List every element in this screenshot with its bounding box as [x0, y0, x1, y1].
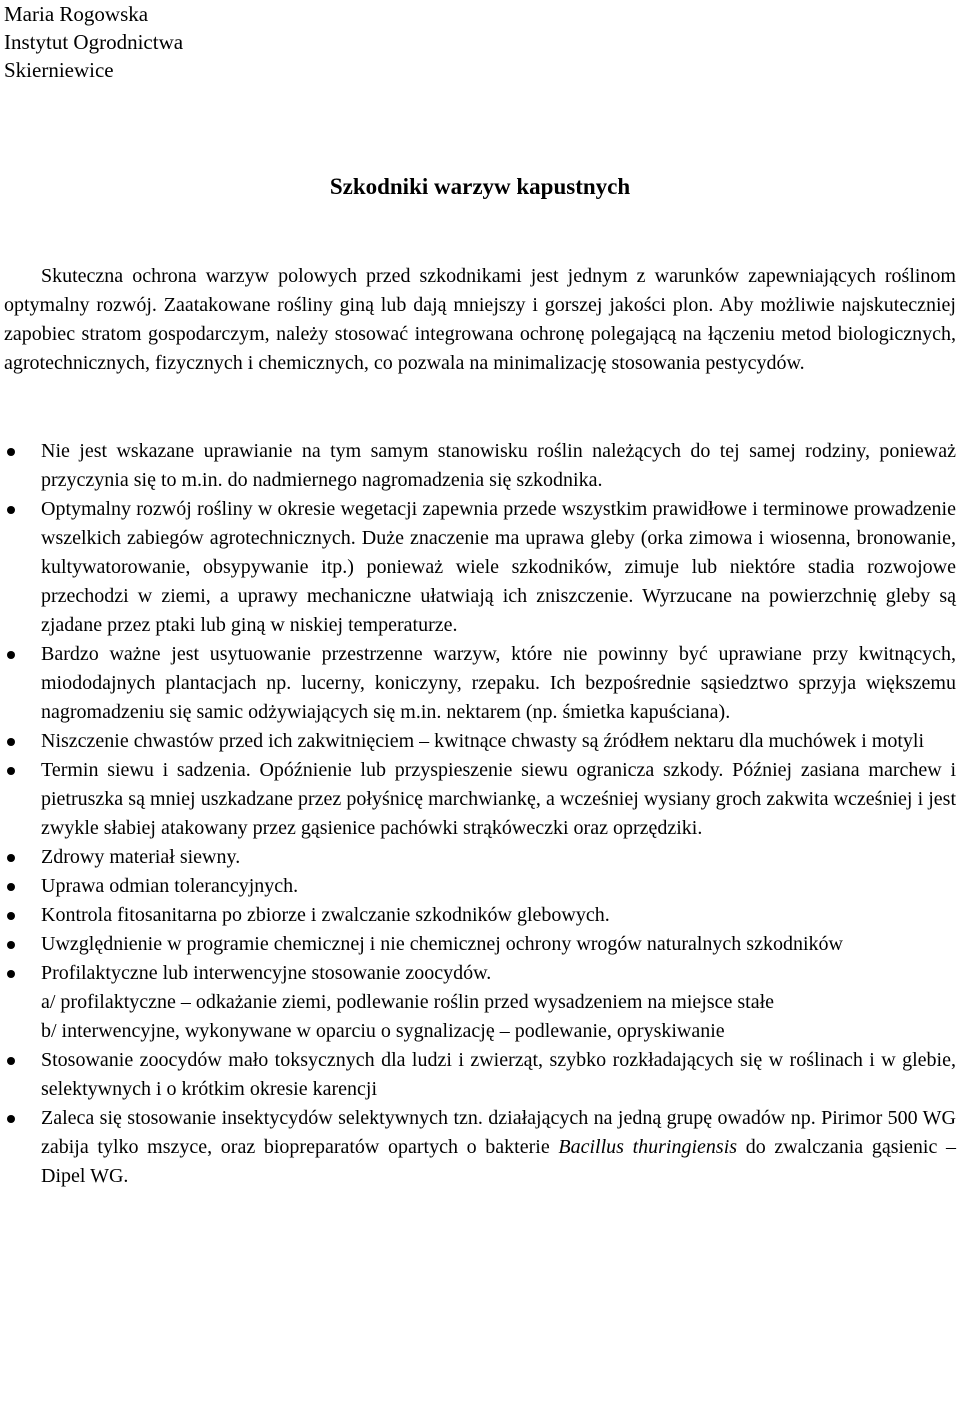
recommendations-list	[0, 437, 956, 1191]
list-item	[0, 495, 956, 640]
list-item-tail: do zwalczania gąsienic – Dipel WG.	[41, 1136, 956, 1187]
species-name: Bacillus thuringiensis	[558, 1136, 738, 1158]
list-item-text: Kontrola fitosanitarna po zbiorze i zwalczanie szkodników glebowych.	[41, 904, 610, 926]
list-item	[0, 437, 956, 495]
list-item	[0, 959, 956, 1046]
author-name: Maria Rogowska	[4, 2, 149, 26]
bullet-icon	[7, 941, 15, 949]
document-title: Szkodniki warzyw kapustnych	[329, 174, 631, 199]
bullet-icon	[7, 506, 15, 514]
list-item	[0, 727, 956, 756]
intro-paragraph: Skuteczna ochrona warzyw polowych przed szkodnikami jest jednym z warunków zapewniających roślinom optymalny rozwój. Zaatakowane rośliny giną lub dają mniejszy i gorszej jakości plon. Aby możliwie najskuteczniej zapobiec stratom gospodarczym, należy stosować integrowana ochronę polegającą na łączeniu metod biologicznych, agrotechnicznych, fizycznych i chemicznych, co pozwala na minimalizację stosowania pestycydów.	[4, 265, 956, 374]
bullet-icon	[7, 854, 15, 862]
list-item	[0, 930, 956, 959]
list-item	[0, 843, 956, 872]
author-block	[4, 0, 183, 84]
list-item-text: Optymalny rozwój rośliny w okresie wegetacji zapewnia przede wszystkim prawidłowe i terminowe prowadzenie wszelkich zabiegów agrotechnicznych. Duże znaczenie ma uprawa gleby (orka zimowa i wiosenna, bronowanie, kultywatorowanie, obsypywanie itp.) ponieważ wiele szkodników, zimuje lub niektóre stadia rozwojowe przechodzi w ziemi, a uprawy mechaniczne ułatwiają ich zniszczenie. Wyrzucane na powierzchnię gleby są zjadane przez ptaki lub giną w niskiej temperaturze.	[41, 498, 956, 636]
list-item-text: Termin siewu i sadzenia. Opóźnienie lub przyspieszenie siewu ogranicza szkody. Później zasiana marchew i pietruszka są mniej uszkadzane przez połyśnicę marchwiankę, a wcześniej wysiany groch zakwita wcześniej i jest zwykle słabiej atakowany przez gąsienice pachówki strąkóweczki oraz oprzędziki.	[41, 759, 956, 839]
bullet-icon	[7, 651, 15, 659]
bullet-icon	[7, 912, 15, 920]
list-item-text: Zaleca się stosowanie insektycydów selektywnych tzn. działających na jedną grupę owadów np. Pirimor 500 WG zabija tylko mszyce, oraz biopreparatów opartych o bakterie	[41, 1107, 956, 1158]
list-item-text: Niszczenie chwastów przed ich zakwitnięciem – kwitnące chwasty są źródłem nektaru dla muchówek i motyli	[41, 730, 925, 752]
bullet-icon	[7, 883, 15, 891]
list-item-text: Bardzo ważne jest usytuowanie przestrzenne warzyw, które nie powinny być uprawiane przy kwitnących, miododajnych plantacjach np. lucerny, koniczyny, rzepaku. Ich bezpośrednie sąsiedztwo sprzyja większemu nagromadzeniu się samic odżywiających się m.in. nektarem (np. śmietka kapuściana).	[41, 643, 956, 723]
list-item-text: Uprawa odmian tolerancyjnych.	[41, 875, 299, 897]
list-item	[0, 901, 956, 930]
bullet-icon	[7, 767, 15, 775]
list-item-text: Zdrowy materiał siewny.	[41, 846, 241, 868]
list-item-text: Uwzględnienie w programie chemicznej i nie chemicznej ochrony wrogów naturalnych szkodników	[41, 933, 843, 955]
bullet-icon	[7, 1057, 15, 1065]
bullet-icon	[7, 738, 15, 746]
list-item	[0, 872, 956, 901]
list-item	[0, 1104, 956, 1191]
author-city: Skierniewice	[4, 58, 114, 82]
bullet-icon	[7, 1115, 15, 1123]
list-item	[0, 1046, 956, 1104]
bullet-icon	[7, 448, 15, 456]
list-item-text: Nie jest wskazane uprawianie na tym samym stanowisku roślin należących do tej samej rodziny, ponieważ przyczynia się to m.in. do nadmiernego nagromadzenia się szkodnika.	[41, 440, 956, 491]
list-item-text: Profilaktyczne lub interwencyjne stosowanie zoocydów.	[41, 962, 492, 984]
list-item	[0, 640, 956, 727]
author-institute: Instytut Ogrodnictwa	[4, 30, 184, 54]
list-item	[0, 756, 956, 843]
bullet-icon	[7, 970, 15, 978]
list-item-text: Stosowanie zoocydów mało toksycznych dla ludzi i zwierząt, szybko rozkładających się w roślinach i w glebie, selektywnych i o krótkim okresie karencji	[41, 1049, 956, 1100]
sub-item-interventional: b/ interwencyjne, wykonywane w oparciu o sygnalizację – podlewanie, opryskiwanie	[41, 1020, 725, 1042]
sub-item-prophylactic: a/ profilaktyczne – odkażanie ziemi, podlewanie roślin przed wysadzeniem na miejsce stałe	[41, 991, 775, 1013]
